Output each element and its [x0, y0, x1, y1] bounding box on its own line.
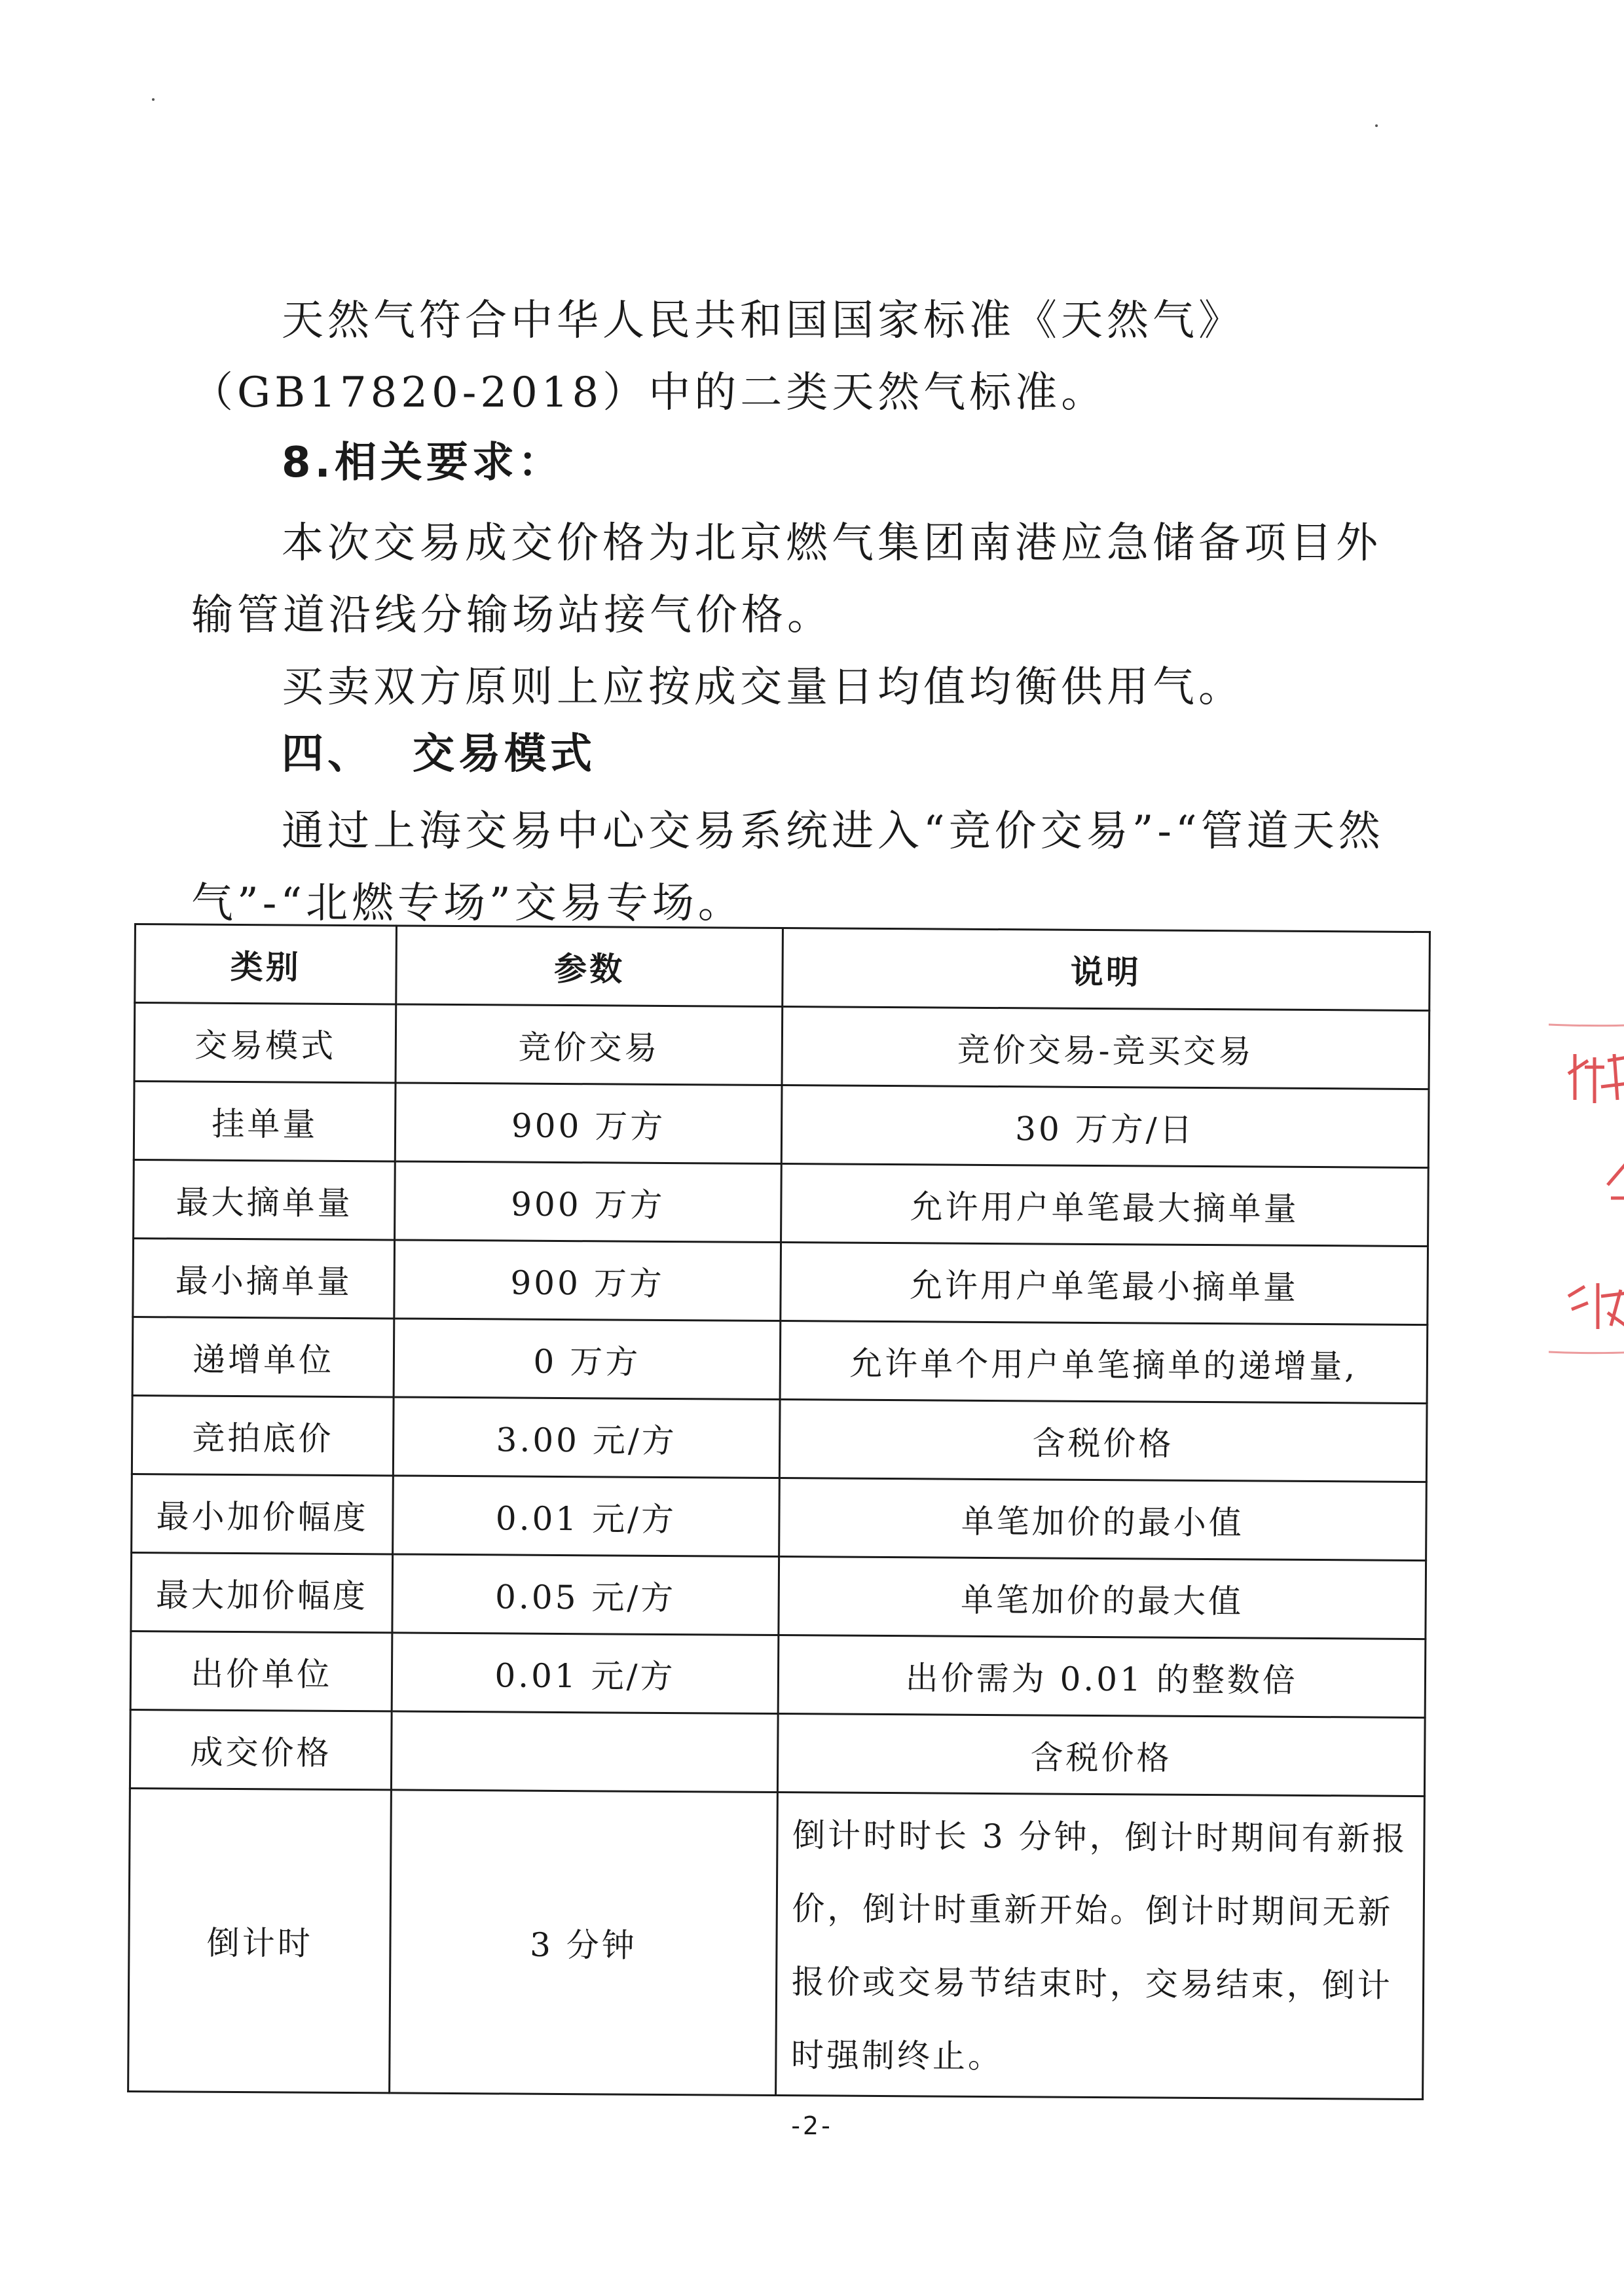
cell-parameter: 3.00 元/方: [394, 1397, 780, 1478]
trading-parameters-table: [127, 923, 1431, 2100]
page-number: -2-: [791, 2111, 833, 2140]
table-row: [131, 1552, 1426, 1639]
cell-description: 允许用户单笔最小摘单量: [780, 1243, 1428, 1325]
seal-stamp-graphic: [1549, 1021, 1624, 1362]
cell-category: 递增单位: [132, 1317, 394, 1396]
header-parameter: 参数: [396, 926, 783, 1007]
seal-stamp-fragment: [1549, 1021, 1624, 1362]
paragraph-supply-balance: 买卖双方原则上应按成交量日均值均衡供用气。: [282, 663, 1244, 712]
cell-category: 最大摘单量: [134, 1160, 396, 1240]
cell-parameter: 0.05 元/方: [392, 1554, 779, 1635]
paragraph-price-location: 本次交易成交价格为北京燃气集团南港应急储备项目外输管道沿线分输场站接气价格。: [191, 519, 1382, 640]
cell-parameter: 竞价交易: [396, 1004, 782, 1085]
cell-description: 30 万方/日: [781, 1085, 1429, 1168]
cell-category: 交易模式: [134, 1003, 396, 1083]
cell-category: 出价单位: [130, 1631, 392, 1711]
table-header-row: [135, 924, 1430, 1011]
heading-related-requirements: 8.相关要求：: [282, 439, 564, 487]
cell-description: 含税价格: [779, 1400, 1427, 1482]
table-row: [134, 1082, 1429, 1168]
cell-category: 成交价格: [130, 1709, 392, 1789]
table-row: [134, 1003, 1430, 1089]
table-row: [130, 1631, 1426, 1717]
scan-speck: [152, 98, 155, 101]
cell-parameter: 900 万方: [394, 1240, 781, 1321]
cell-category: 竞拍底价: [132, 1395, 394, 1475]
heading-number: 四、: [282, 730, 373, 778]
paragraph-gas-standard: 天然气符合中华人民共和国国家标准《天然气》（GB17820-2018）中的二类天然气标准。: [191, 297, 1244, 417]
cell-category: 最小摘单量: [133, 1239, 395, 1319]
cell-category: 挂单量: [134, 1082, 396, 1161]
table-row: [130, 1709, 1425, 1796]
cell-parameter: 3 分钟: [390, 1790, 777, 2096]
cell-description: 单笔加价的最小值: [779, 1478, 1426, 1561]
cell-description: 含税价格: [777, 1714, 1425, 1796]
cell-description: 出价需为 0.01 的整数倍: [778, 1635, 1426, 1718]
table-row: [133, 1239, 1428, 1325]
cell-description: 允许用户单笔最大摘单量: [781, 1164, 1428, 1247]
table-row: [132, 1317, 1428, 1403]
header-description: 说明: [782, 928, 1430, 1011]
cell-parameter: 0.01 元/方: [392, 1633, 779, 1714]
cell-description: 竞价交易-竞买交易: [782, 1007, 1430, 1089]
table-row: [132, 1395, 1427, 1482]
cell-parameter: 900 万方: [395, 1161, 781, 1243]
cell-parameter: [392, 1711, 778, 1793]
cell-parameter: 0 万方: [394, 1319, 780, 1400]
cell-category: 最大加价幅度: [131, 1552, 393, 1632]
heading-trading-mode: [282, 720, 596, 780]
heading-text: 交易模式: [413, 730, 596, 778]
cell-parameter: 0.01 元/方: [393, 1476, 779, 1557]
cell-description: 允许单个用户单笔摘单的递增量,: [780, 1321, 1428, 1404]
cell-parameter: 900 万方: [396, 1083, 782, 1164]
cell-description: 单笔加价的最大值: [778, 1557, 1426, 1639]
scan-speck: [1375, 124, 1378, 127]
paragraph-trading-entry: 通过上海交易中心交易系统进入“竞价交易”-“管道天然气”-“北燃专场”交易专场。: [191, 807, 1384, 928]
header-category: 类别: [135, 924, 397, 1004]
cell-category: 倒计时: [128, 1788, 392, 2092]
table-row: [132, 1474, 1427, 1560]
cell-description: 倒计时时长 3 分钟，倒计时期间有新报价，倒计时重新开始。倒计时期间无新报价或交易节结束时，交易结束，倒计时强制终止。: [775, 1793, 1424, 2100]
table-row: [134, 1160, 1429, 1247]
table-row: [128, 1788, 1425, 2099]
cell-category: 最小加价幅度: [132, 1474, 394, 1554]
